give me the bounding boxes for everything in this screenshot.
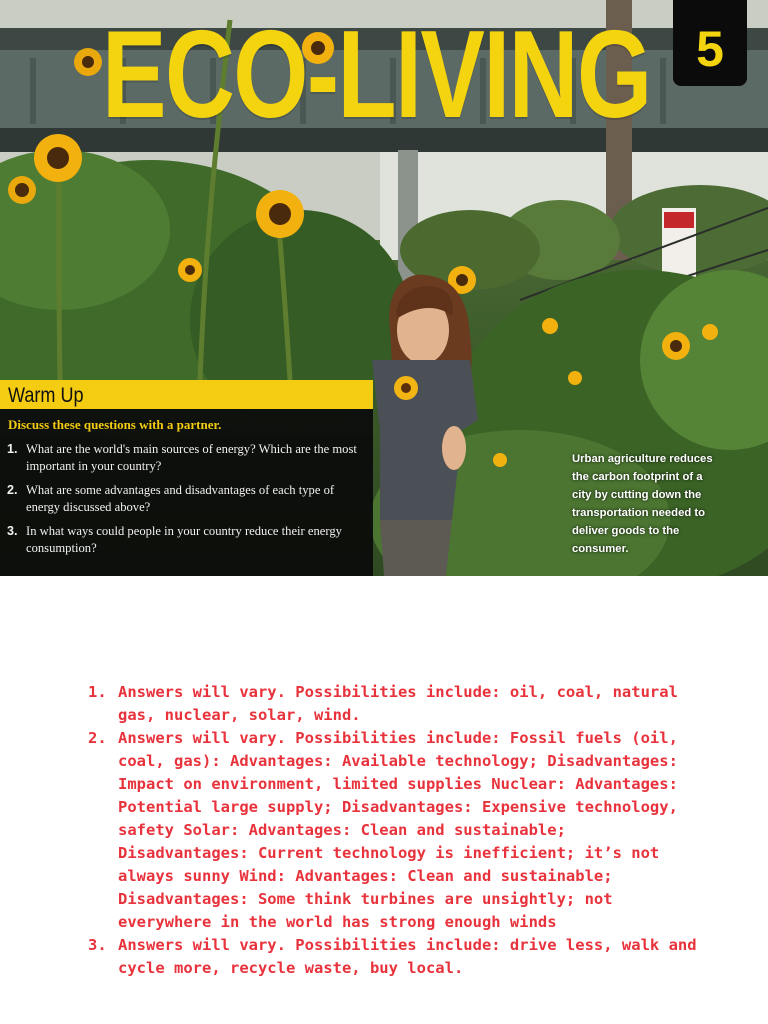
- answer-item: [88, 934, 700, 980]
- question-number: 2.: [7, 483, 18, 497]
- answer-number: 1.: [88, 683, 107, 701]
- answer-number: 3.: [88, 936, 107, 954]
- photo-caption: Urban agriculture reduces the carbon footprint of a city by cutting down the transportation needed to deliver goods to the consumer.: [572, 453, 713, 555]
- answer-item: [88, 681, 700, 727]
- answer-item: [88, 727, 700, 934]
- warm-up-panel: [0, 380, 373, 576]
- answer-text: Answers will vary. Possibilities include: drive less, walk and cycle more, recycle waste, buy local.: [118, 936, 697, 977]
- unit-number-badge: 5: [673, 0, 747, 86]
- answer-text: Answers will vary. Possibilities include: Fossil fuels (oil, coal, gas): Advantages: Available technology; Disadvantages: Impact on environment, limited supplies Nuclear: Advantages: Potential large supply; Disadvantages: Expensive technology, safety Solar: Advantages: Clean and sustainable; Disadvantages: Current technology is inefficient; it’s not always sunny Wind: Advantages: Clean and sustainable; Disadvantages: Some think turbines are unsightly; not everywhere in the world has strong enough winds: [118, 729, 678, 931]
- question-text: What are some advantages and disadvantages of each type of energy discussed above?: [26, 483, 335, 514]
- question-number: 3.: [7, 524, 18, 538]
- answer-list: [88, 681, 700, 980]
- warm-up-question: [7, 441, 363, 474]
- warm-up-instructions: Discuss these questions with a partner.: [8, 417, 222, 432]
- warm-up-heading: Warm Up: [0, 380, 373, 409]
- question-text: What are the world's main sources of energy? Which are the most important in your country?: [26, 442, 357, 473]
- question-text: In what ways could people in your country reduce their energy consumption?: [26, 524, 342, 555]
- warm-up-question: [7, 482, 363, 515]
- answer-number: 2.: [88, 729, 107, 747]
- warm-up-question: [7, 523, 363, 556]
- answer-text: Answers will vary. Possibilities include: oil, coal, natural gas, nuclear, solar, wind.: [118, 683, 678, 724]
- page-title: ECO-LIVING: [102, 6, 651, 144]
- question-number: 1.: [7, 442, 18, 456]
